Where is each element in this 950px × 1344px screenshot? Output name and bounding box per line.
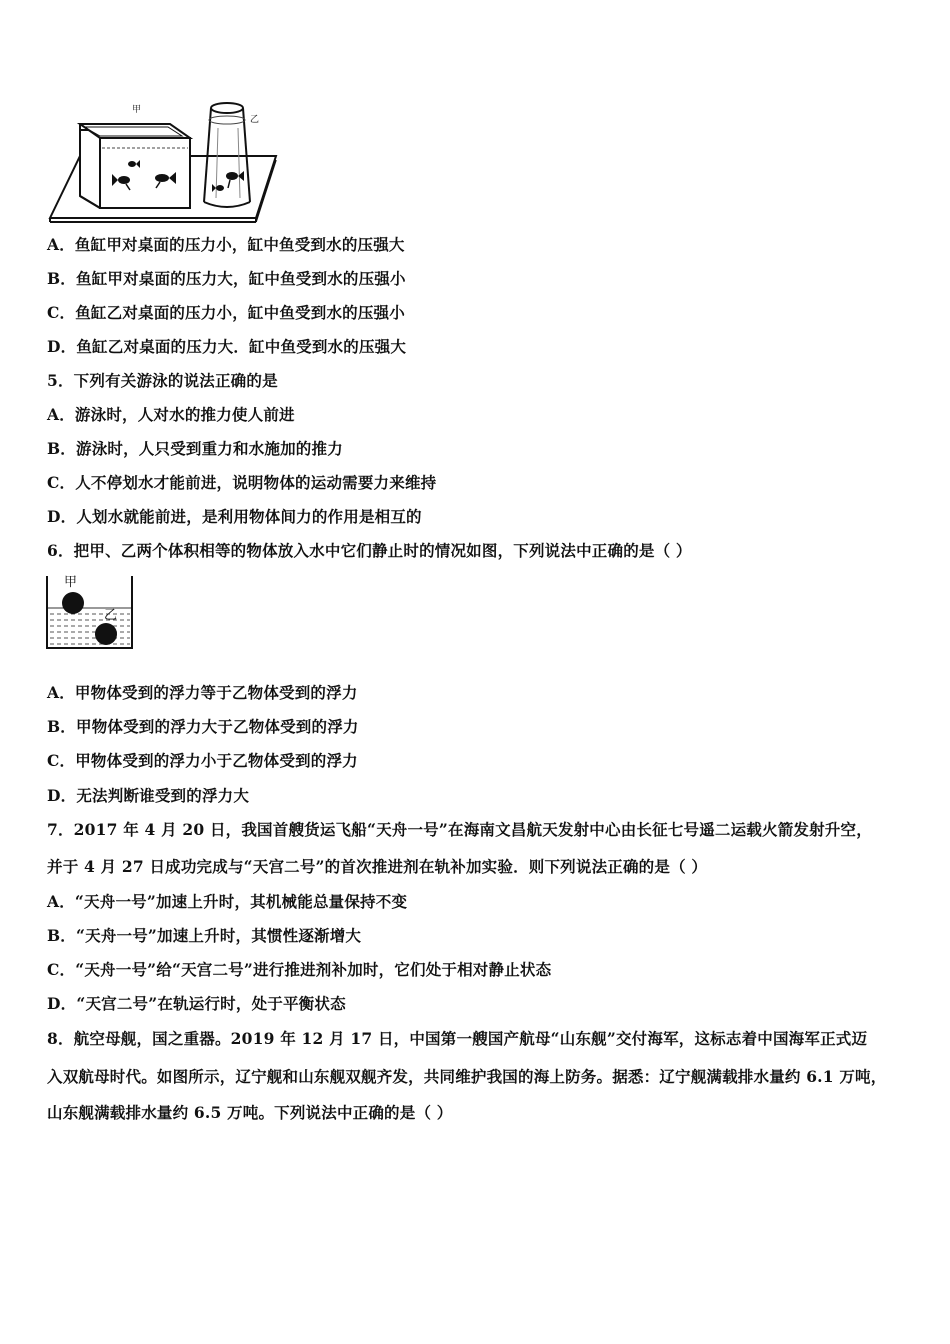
q6-option-c: C．甲物体受到的浮力小于乙物体受到的浮力	[47, 751, 358, 770]
q6-option-b: B．甲物体受到的浮力大于乙物体受到的浮力	[47, 717, 359, 736]
q5-option-b: B．游泳时，人只受到重力和水施加的推力	[47, 439, 343, 458]
q8-stem-line1: 8．航空母舰，国之重器。2019 年 12 月 17 日，中国第一艘国产航母“山东舰”交付海军，这标志着中国海军正式迈	[47, 1029, 868, 1048]
q4-option-c: C．鱼缸乙对桌面的压力小，缸中鱼受到水的压强小	[47, 303, 405, 322]
q6-option-d: D．无法判断谁受到的浮力大	[47, 786, 250, 805]
q5-option-a: A．游泳时，人对水的推力使人前进	[47, 405, 295, 424]
q5-option-c: C．人不停划水才能前进，说明物体的运动需要力来维持	[47, 473, 437, 492]
fish-icon	[226, 171, 244, 188]
q4-option-b: B．鱼缸甲对桌面的压力大，缸中鱼受到水的压强小	[47, 269, 406, 288]
ball-jia	[62, 592, 84, 614]
q7-option-a: A．“天舟一号”加速上升时，其机械能总量保持不变	[47, 892, 408, 911]
label-yi: 乙	[250, 115, 260, 125]
q7-stem-line1: 7．2017 年 4 月 20 日，我国首艘货运飞船“天舟一号”在海南文昌航天发射中心由长征七号遥二运载火箭发射升空，	[47, 820, 872, 839]
q8-stem-line3: 山东舰满载排水量约 6.5 万吨。下列说法中正确的是（ ）	[47, 1103, 453, 1122]
label-yi: 乙	[104, 608, 118, 623]
label-jia: 甲	[64, 575, 78, 590]
q7-option-c: C．“天舟一号”给“天宫二号”进行推进剂补加时，它们处于相对静止状态	[47, 960, 552, 979]
buoyancy-figure	[44, 572, 136, 652]
q5-option-d: D．人划水就能前进，是利用物体间力的作用是相互的	[47, 507, 422, 526]
ball-yi	[95, 623, 117, 645]
fish-tank-figure	[44, 98, 284, 226]
q7-stem-line2: 并于 4 月 27 日成功完成与“天宫二号”的首次推进剂在轨补加实验．则下列说法正确的是（ ）	[47, 857, 708, 876]
q4-option-a: A．鱼缸甲对桌面的压力小，缸中鱼受到水的压强大	[47, 235, 405, 254]
q7-option-b: B．“天舟一号”加速上升时，其惯性逐渐增大	[47, 926, 362, 945]
q6-option-a: A．甲物体受到的浮力等于乙物体受到的浮力	[47, 683, 358, 702]
q4-option-d: D．鱼缸乙对桌面的压力大．缸中鱼受到水的压强大	[47, 337, 407, 356]
fish-icon	[212, 184, 224, 192]
q5-stem: 5．下列有关游泳的说法正确的是	[47, 371, 278, 390]
q6-stem: 6．把甲、乙两个体积相等的物体放入水中它们静止时的情况如图，下列说法中正确的是（ ）	[47, 541, 692, 560]
q7-option-d: D．“天宫二号”在轨运行时，处于平衡状态	[47, 994, 346, 1013]
label-jia: 甲	[132, 105, 142, 115]
q8-stem-line2: 入双航母时代。如图所示，辽宁舰和山东舰双舰齐发，共同维护我国的海上防务。据悉：辽宁舰满载排水量约 6.1 万吨，	[47, 1067, 887, 1086]
